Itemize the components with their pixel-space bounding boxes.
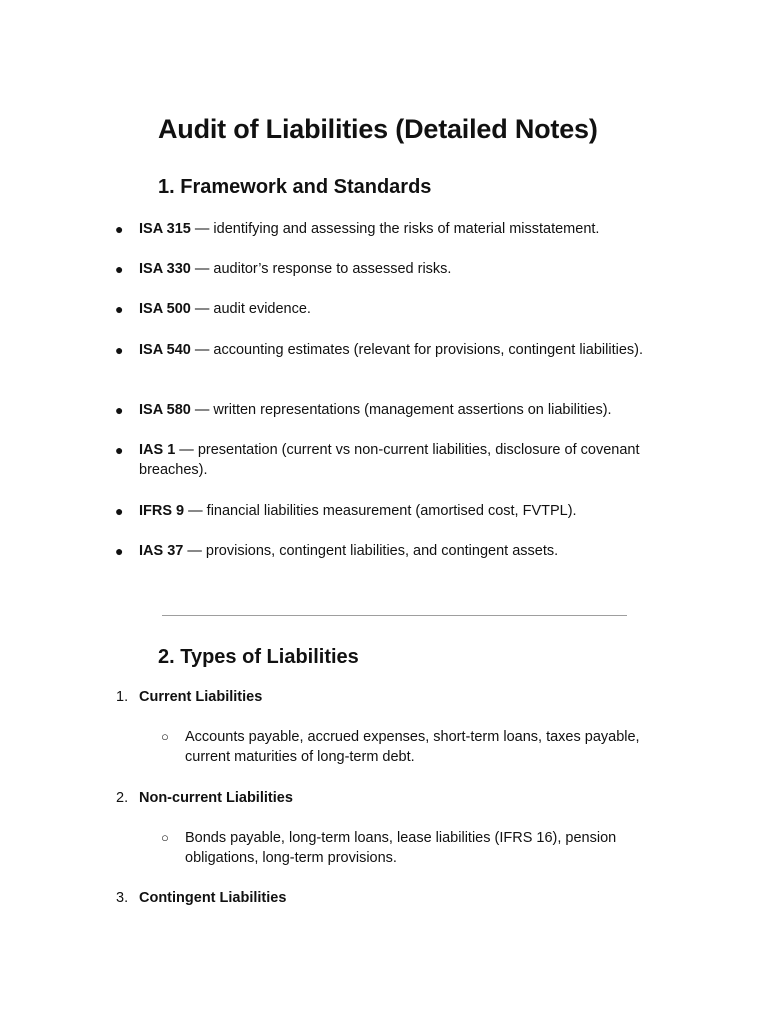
section-heading-types: 2. Types of Liabilities — [158, 646, 359, 668]
standard-description: — written representations (management assertions on liabilities). — [190, 402, 612, 418]
standard-description: — identifying and assessing the risks of material misstatement. — [190, 221, 600, 237]
bullet-icon: ● — [115, 221, 124, 237]
liability-type-label: Non-current Liabilities — [139, 790, 293, 806]
bullet-icon: ● — [115, 503, 124, 519]
list-item — [0, 340, 768, 360]
bullet-icon: ● — [115, 442, 124, 458]
list-item — [0, 541, 768, 561]
standard-code: ISA 315 — [139, 221, 191, 237]
liability-type-detail: Accounts payable, accrued expenses, short-term loans, taxes payable, current maturities of long-term debt. — [185, 729, 640, 765]
list-item — [0, 440, 768, 480]
list-item-text — [139, 541, 679, 561]
standard-description: — provisions, contingent liabilities, and contingent assets. — [183, 543, 559, 559]
list-number: 3. — [116, 890, 129, 906]
standard-code: IFRS 9 — [139, 503, 185, 519]
bullet-icon: ● — [115, 543, 124, 559]
list-item-text — [139, 299, 679, 319]
list-item-text — [139, 340, 679, 360]
list-number: 2. — [116, 790, 129, 806]
standard-description: — accounting estimates (relevant for provisions, contingent liabilities). — [190, 342, 643, 358]
list-item-text — [139, 501, 679, 521]
standard-code: ISA 540 — [139, 342, 191, 358]
bullet-icon: ● — [115, 301, 124, 317]
list-item — [0, 501, 768, 521]
list-item — [0, 299, 768, 319]
list-item-text — [139, 259, 679, 279]
list-number: 1. — [116, 689, 129, 705]
standard-code: IAS 37 — [139, 543, 184, 559]
list-item — [0, 727, 768, 767]
liability-type-label: Contingent Liabilities — [139, 890, 287, 906]
standard-code: IAS 1 — [139, 442, 176, 458]
list-item — [0, 219, 768, 239]
bullet-icon: ● — [115, 261, 124, 277]
list-item-text — [139, 400, 679, 420]
standard-code: ISA 500 — [139, 301, 191, 317]
section-divider — [162, 615, 627, 616]
standard-description: — audit evidence. — [190, 301, 311, 317]
liability-type-detail: Bonds payable, long-term loans, lease liabilities (IFRS 16), pension obligations, long-term provisions. — [185, 830, 617, 866]
circle-bullet-icon: ○ — [161, 830, 169, 845]
standard-code: ISA 330 — [139, 261, 191, 277]
liability-type-label: Current Liabilities — [139, 689, 263, 705]
standard-description: — presentation (current vs non-current liabilities, disclosure of covenant breaches). — [139, 442, 640, 478]
list-item-text — [139, 440, 679, 480]
list-item — [0, 828, 768, 868]
circle-bullet-icon: ○ — [161, 729, 169, 744]
list-item — [0, 259, 768, 279]
bullet-icon: ● — [115, 342, 124, 358]
standard-description: — financial liabilities measurement (amortised cost, FVTPL). — [184, 503, 577, 519]
section-heading-framework: 1. Framework and Standards — [158, 176, 432, 198]
standard-code: ISA 580 — [139, 402, 191, 418]
page-title: Audit of Liabilities (Detailed Notes) — [158, 114, 598, 144]
bullet-icon: ● — [115, 402, 124, 418]
list-item-text — [139, 219, 679, 239]
standard-description: — auditor’s response to assessed risks. — [190, 261, 452, 277]
list-item — [0, 400, 768, 420]
